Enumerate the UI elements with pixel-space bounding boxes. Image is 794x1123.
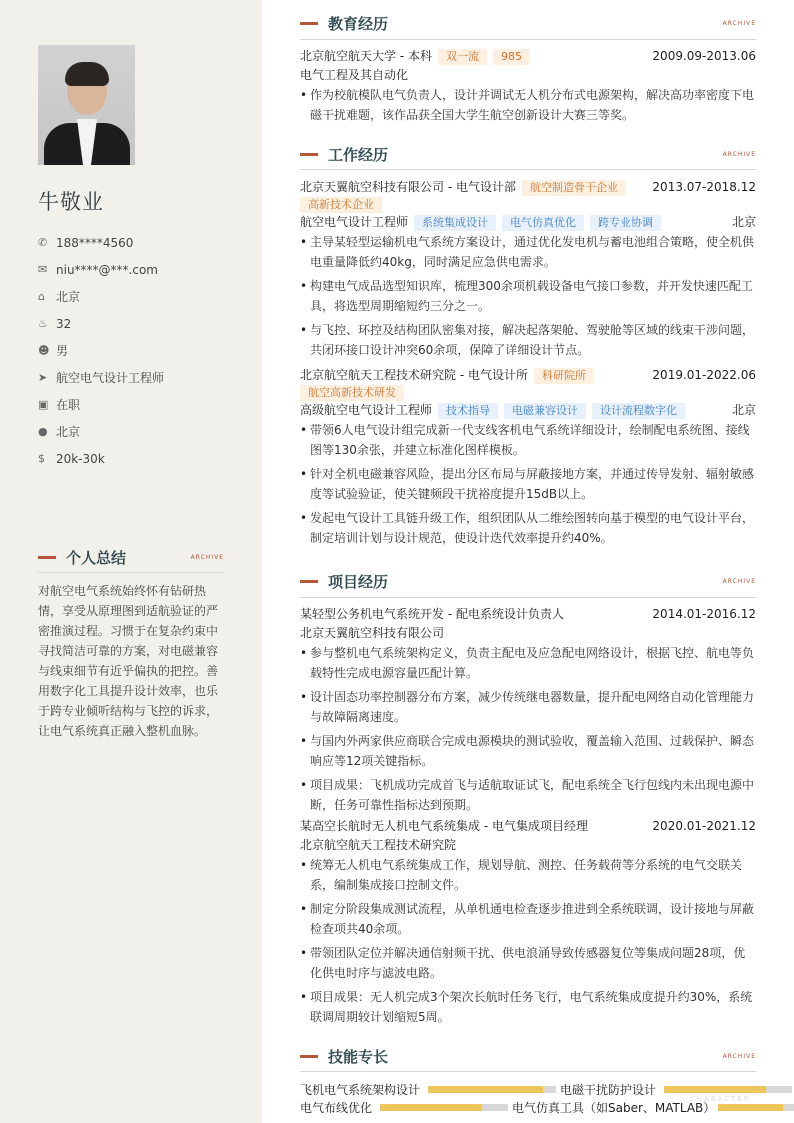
archive-label: ARCHIVE (190, 554, 224, 561)
watermark: CHARACTER (690, 1095, 751, 1103)
contact-text: niu****@***.com (56, 262, 158, 277)
company-tag: 航空制造骨干企业 (522, 180, 626, 196)
job-bullet: • 针对全机电磁兼容风险，提出分区布局与屏蔽接地方案，并通过传导发射、辐射敏感度等试验验证，使关键频段干扰裕度提升15dB以上。 (300, 464, 756, 504)
phone-icon: ✆ (38, 236, 48, 249)
project-name: 某轻型公务机电气系统开发 - 配电系统设计负责人 (300, 607, 564, 621)
contact-row (38, 283, 164, 310)
project-name: 某高空长航时无人机电气系统集成 - 电气集成项目经理 (300, 819, 588, 833)
job-role: 航空电气设计工程师 (300, 215, 409, 229)
contact-row (38, 364, 164, 391)
contact-text: 20k-30k (56, 451, 105, 466)
skill-item (300, 1081, 556, 1098)
project-bullet: • 与国内外两家供应商联合完成电源模块的测试验收，覆盖输入范围、过载保护、瞬态响应等12项关键指标。 (300, 731, 756, 771)
skill-tag: 设计流程数字化 (592, 403, 685, 419)
mail-icon: ✉ (38, 263, 48, 276)
project-bullet: • 项目成果：无人机完成3个架次长航时任务飞行，电气系统集成度提升约30%，系统联调周期较计划缩短5周。 (300, 987, 756, 1027)
project-bullet: • 参与整机电气系统架构定义，负责主配电及应急配电网络设计，根据飞控、航电等负载特性完成电源容量匹配计算。 (300, 643, 756, 683)
job-role: 高级航空电气设计工程师 (300, 403, 433, 417)
skill-name: 电磁干扰防护设计 (560, 1083, 657, 1097)
skill-tag: 电磁兼容设计 (504, 403, 586, 419)
education-period: 2009.09-2013.06 (652, 49, 756, 63)
work-section-header (300, 144, 756, 165)
contact-row (38, 229, 164, 256)
job-bullet: • 与飞控、环控及结构团队密集对接，解决起落架舱、驾驶舱等区域的线束干涉问题，共闭环接口设计冲突60余项，保障了详细设计节点。 (300, 320, 756, 360)
sidebar (0, 0, 262, 1123)
contact-text: 在职 (56, 398, 81, 412)
school-tag: 985 (493, 49, 530, 65)
archive-label: ARCHIVE (722, 151, 756, 158)
company-name: 北京航空航天工程技术研究院 - 电气设计所 (300, 368, 528, 382)
job-city: 北京 (731, 215, 756, 229)
company-name: 北京天翼航空科技有限公司 - 电气设计部 (300, 180, 516, 194)
skill-level-bar (718, 1104, 794, 1111)
job-bullet: • 带领6人电气设计组完成新一代支线客机电气系统详细设计，绘制配电系统图、接线图等130余张，并建立标准化图样模板。 (300, 420, 756, 460)
job-period: 2013.07-2018.12 (652, 180, 756, 194)
contact-row (38, 337, 164, 364)
skill-level-bar (664, 1086, 792, 1093)
contact-row (38, 256, 164, 283)
projects-title: 项目经历 (328, 573, 389, 591)
job-bullet: • 发起电气设计工具链升级工作，组织团队从二维绘图转向基于模型的电气设计平台，制定培训计划与设计规范，使设计迭代效率提升约40%。 (300, 508, 756, 548)
skills-title: 技能专长 (328, 1048, 389, 1066)
skill-tag: 跨专业协调 (590, 215, 661, 231)
education-bullet: • 作为校航模队电气负责人，设计并调试无人机分布式电源架构，解决高功率密度下电磁干扰难题，该作品获全国大学生航空创新设计大赛三等奖。 (300, 85, 756, 125)
skill-item (300, 1099, 508, 1116)
archive-label: ARCHIVE (722, 1053, 756, 1060)
contact-row (38, 418, 164, 445)
project-bullet: • 设计固态功率控制器分布方案，减少传统继电器数量，提升配电网络自动化管理能力与故障隔离速度。 (300, 687, 756, 727)
contact-text: 188****4560 (56, 235, 134, 250)
project-bullet: • 带领团队定位并解决通信射频干扰、供电浪涌导致传感器复位等集成问题28项，优化供电时序与滤波电路。 (300, 943, 756, 983)
work-entry (300, 178, 756, 364)
company-tag: 航空高新技术研发 (300, 385, 404, 401)
contact-text: 男 (56, 344, 69, 358)
school-tag: 双一流 (438, 49, 487, 65)
contact-info-list (38, 229, 164, 472)
contact-row (38, 391, 164, 418)
contact-row (38, 445, 164, 472)
profile-photo (38, 45, 135, 165)
location-pin-icon: ● (38, 425, 48, 438)
job-bullet: • 构建电气成品选型知识库，梳理300余项机载设备电气接口参数，并开发快速匹配工具，将选型周期缩短约三分之一。 (300, 276, 756, 316)
archive-label: ARCHIVE (722, 20, 756, 27)
project-bullet: • 项目成果：飞机成功完成首飞与适航取证试飞，配电系统全飞行包线内未出现电源中断，任务可靠性指标达到预期。 (300, 775, 756, 815)
project-bullet: • 制定分阶段集成测试流程，从单机通电检查逐步推进到全系统联调，设计接地与屏蔽检查项共40余项。 (300, 899, 756, 939)
skills-section-header (300, 1046, 756, 1067)
contact-text: 航空电气设计工程师 (56, 371, 165, 385)
contact-text: 北京 (56, 290, 81, 304)
skill-name: 飞机电气系统架构设计 (300, 1083, 421, 1097)
candidate-name: 牛敬业 (38, 190, 104, 214)
send-icon: ➤ (38, 371, 48, 384)
cake-icon: ♨ (38, 317, 48, 330)
project-entry (300, 605, 756, 819)
archive-label: ARCHIVE (722, 578, 756, 585)
job-period: 2019.01-2022.06 (652, 368, 756, 382)
skill-tag: 系统集成设计 (414, 215, 496, 231)
contact-text: 北京 (56, 425, 81, 439)
skill-item (512, 1099, 794, 1116)
skill-name: 电气布线优化 (300, 1101, 373, 1115)
gender-icon: ☻ (38, 344, 50, 357)
job-city: 北京 (731, 403, 756, 417)
projects-section-header (300, 571, 756, 592)
home-icon: ⌂ (38, 290, 45, 303)
skill-level-bar (380, 1104, 508, 1111)
project-bullet: • 统筹无人机电气系统集成工作，规划导航、测控、任务载荷等分系统的电气交联关系，编制集成接口控制文件。 (300, 855, 756, 895)
summary-section-header (38, 547, 224, 568)
project-org: 北京天翼航空科技有限公司 (300, 626, 445, 640)
school-name: 北京航空航天大学 - 本科 (300, 49, 432, 63)
contact-row (38, 310, 164, 337)
major: 电气工程及其自动化 (300, 68, 409, 82)
work-title: 工作经历 (328, 146, 389, 164)
education-title: 教育经历 (328, 15, 389, 33)
job-bullet: • 主导某轻型运输机电气系统方案设计，通过优化发电机与蓄电池组合策略，使全机供电重量降低约40kg，同时满足应急供电需求。 (300, 232, 756, 272)
contact-text: 32 (56, 316, 72, 331)
project-entry (300, 817, 756, 1031)
project-period: 2020.01-2021.12 (652, 819, 756, 833)
briefcase-icon: ▣ (38, 398, 49, 411)
work-entry (300, 366, 756, 552)
company-tag: 科研院所 (534, 368, 594, 384)
skill-tag: 技术指导 (438, 403, 498, 419)
skill-tag: 电气仿真优化 (502, 215, 584, 231)
summary-title: 个人总结 (66, 549, 127, 567)
company-tag: 高新技术企业 (300, 197, 382, 213)
skill-item (560, 1081, 792, 1098)
skill-name: 电气仿真工具（如Saber、MATLAB） (512, 1101, 716, 1115)
salary-icon: $ (38, 452, 45, 465)
project-org: 北京航空航天工程技术研究院 (300, 838, 457, 852)
summary-text: 对航空电气系统始终怀有钻研热情，享受从原理图到适航验证的严密推演过程。习惯于在复杂约束中寻找简洁可靠的方案，对电磁兼容与线束细节有近乎偏执的把控。善用数字化工具提升设计效率，也乐于跨专业倾听结构与飞控的诉求，让电气系统真正融入整机血脉。 (38, 584, 219, 738)
education-entry (300, 47, 756, 129)
project-period: 2014.01-2016.12 (652, 607, 756, 621)
skill-level-bar (428, 1086, 556, 1093)
education-section-header (300, 13, 756, 34)
